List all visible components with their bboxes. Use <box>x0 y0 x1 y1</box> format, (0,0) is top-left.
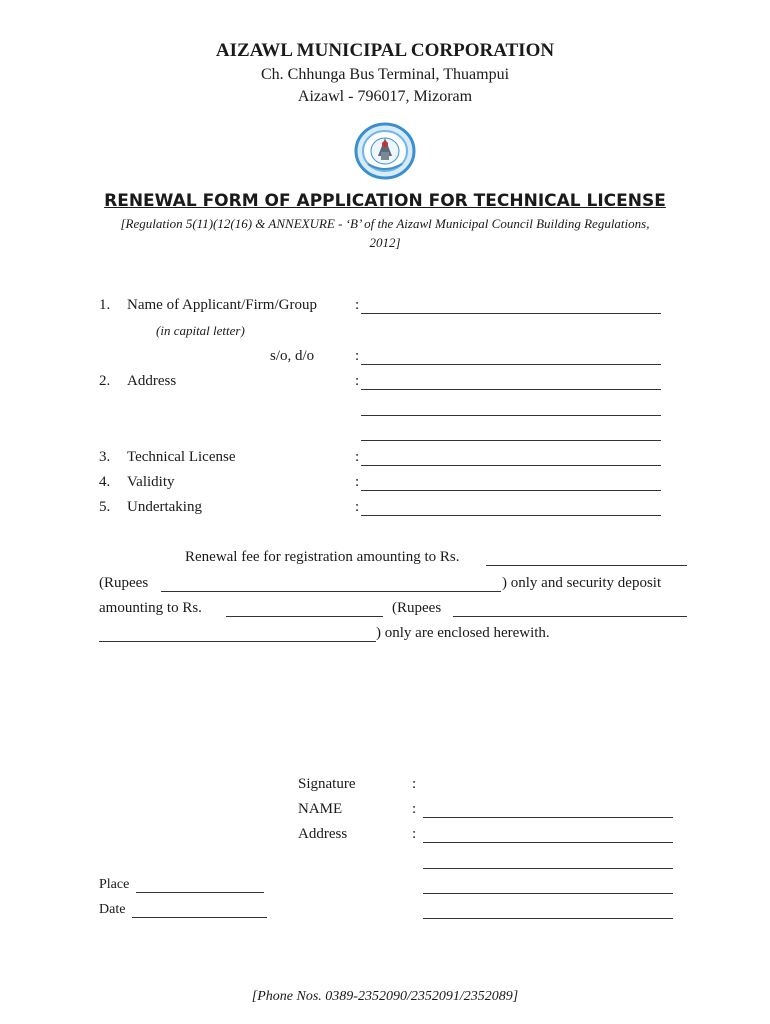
undertaking-input-line[interactable] <box>361 500 661 516</box>
field-label-address: Address <box>127 373 177 389</box>
field-number: 4. <box>99 474 111 490</box>
org-name: AIZAWL MUNICIPAL CORPORATION <box>215 40 555 61</box>
signatory-address-line-1[interactable] <box>423 827 673 843</box>
field-label-validity: Validity <box>127 474 175 490</box>
signatory-address-line-4[interactable] <box>423 903 673 919</box>
place-label: Place <box>99 877 130 892</box>
enclosed-text: ) only are enclosed herewith. <box>376 625 550 641</box>
field-number: 5. <box>99 499 111 515</box>
form-title: RENEWAL FORM OF APPLICATION FOR TECHNICAL LICENSE <box>104 191 666 211</box>
municipal-seal-logo <box>354 122 416 180</box>
field-colon: : <box>412 826 417 842</box>
place-input-line[interactable] <box>136 878 264 893</box>
security-deposit-amount-line[interactable] <box>226 601 383 617</box>
field-number: 2. <box>99 373 111 389</box>
so-do-label: s/o, d/o <box>270 348 315 364</box>
regulation-reference-line-1: [Regulation 5(11)(12(16) & ANNEXURE - ‘B’ of the Aizawl Municipal Council Building Regulations, <box>120 216 650 231</box>
name-label: NAME <box>298 801 343 817</box>
rupees-label: (Rupees <box>392 600 442 616</box>
signatory-name-line[interactable] <box>423 802 673 818</box>
address-line-1: Ch. Chhunga Bus Terminal, Thuampui <box>260 66 510 83</box>
field-colon: : <box>355 449 360 465</box>
date-label: Date <box>99 902 126 917</box>
field-colon: : <box>355 474 360 490</box>
field-colon: : <box>355 499 360 515</box>
security-deposit-words-line-1[interactable] <box>453 601 687 617</box>
field-label-undertaking: Undertaking <box>127 499 202 515</box>
renewal-fee-amount-line[interactable] <box>486 550 687 566</box>
address-input-line-3[interactable] <box>361 425 661 441</box>
address-input-line-2[interactable] <box>361 400 661 416</box>
date-input-line[interactable] <box>132 903 267 918</box>
signatory-address-line-2[interactable] <box>423 853 673 869</box>
field-label-technical-license: Technical License <box>127 449 236 465</box>
amounting-to-text: amounting to Rs. <box>99 600 202 616</box>
signature-label: Signature <box>298 776 356 792</box>
renewal-fee-words-line[interactable] <box>161 576 501 592</box>
technical-license-input-line[interactable] <box>361 450 661 466</box>
field-number: 3. <box>99 449 111 465</box>
phone-numbers-footer: [Phone Nos. 0389-2352090/2352091/2352089] <box>251 989 519 1004</box>
security-deposit-words-line-2[interactable] <box>99 626 376 642</box>
address-input-line-1[interactable] <box>361 374 661 390</box>
address-line-2: Aizawl - 796017, Mizoram <box>297 88 473 105</box>
field-colon: : <box>412 776 417 792</box>
signatory-address-line-3[interactable] <box>423 878 673 894</box>
security-deposit-text: ) only and security deposit <box>502 575 662 591</box>
signatory-address-label: Address <box>298 826 348 842</box>
field-colon: : <box>412 801 417 817</box>
rupees-label: (Rupees <box>99 575 149 591</box>
name-input-line[interactable] <box>361 298 661 314</box>
field-number: 1. <box>99 297 111 313</box>
validity-input-line[interactable] <box>361 475 661 491</box>
field-colon: : <box>355 373 360 389</box>
field-colon: : <box>355 297 360 313</box>
field-label-name: Name of Applicant/Firm/Group <box>127 297 317 313</box>
regulation-reference-line-2: 2012] <box>369 235 401 250</box>
field-colon: : <box>355 348 360 364</box>
renewal-fee-text: Renewal fee for registration amounting to Rs. <box>185 549 460 565</box>
capital-letter-note: (in capital letter) <box>156 323 245 338</box>
so-do-input-line[interactable] <box>361 349 661 365</box>
